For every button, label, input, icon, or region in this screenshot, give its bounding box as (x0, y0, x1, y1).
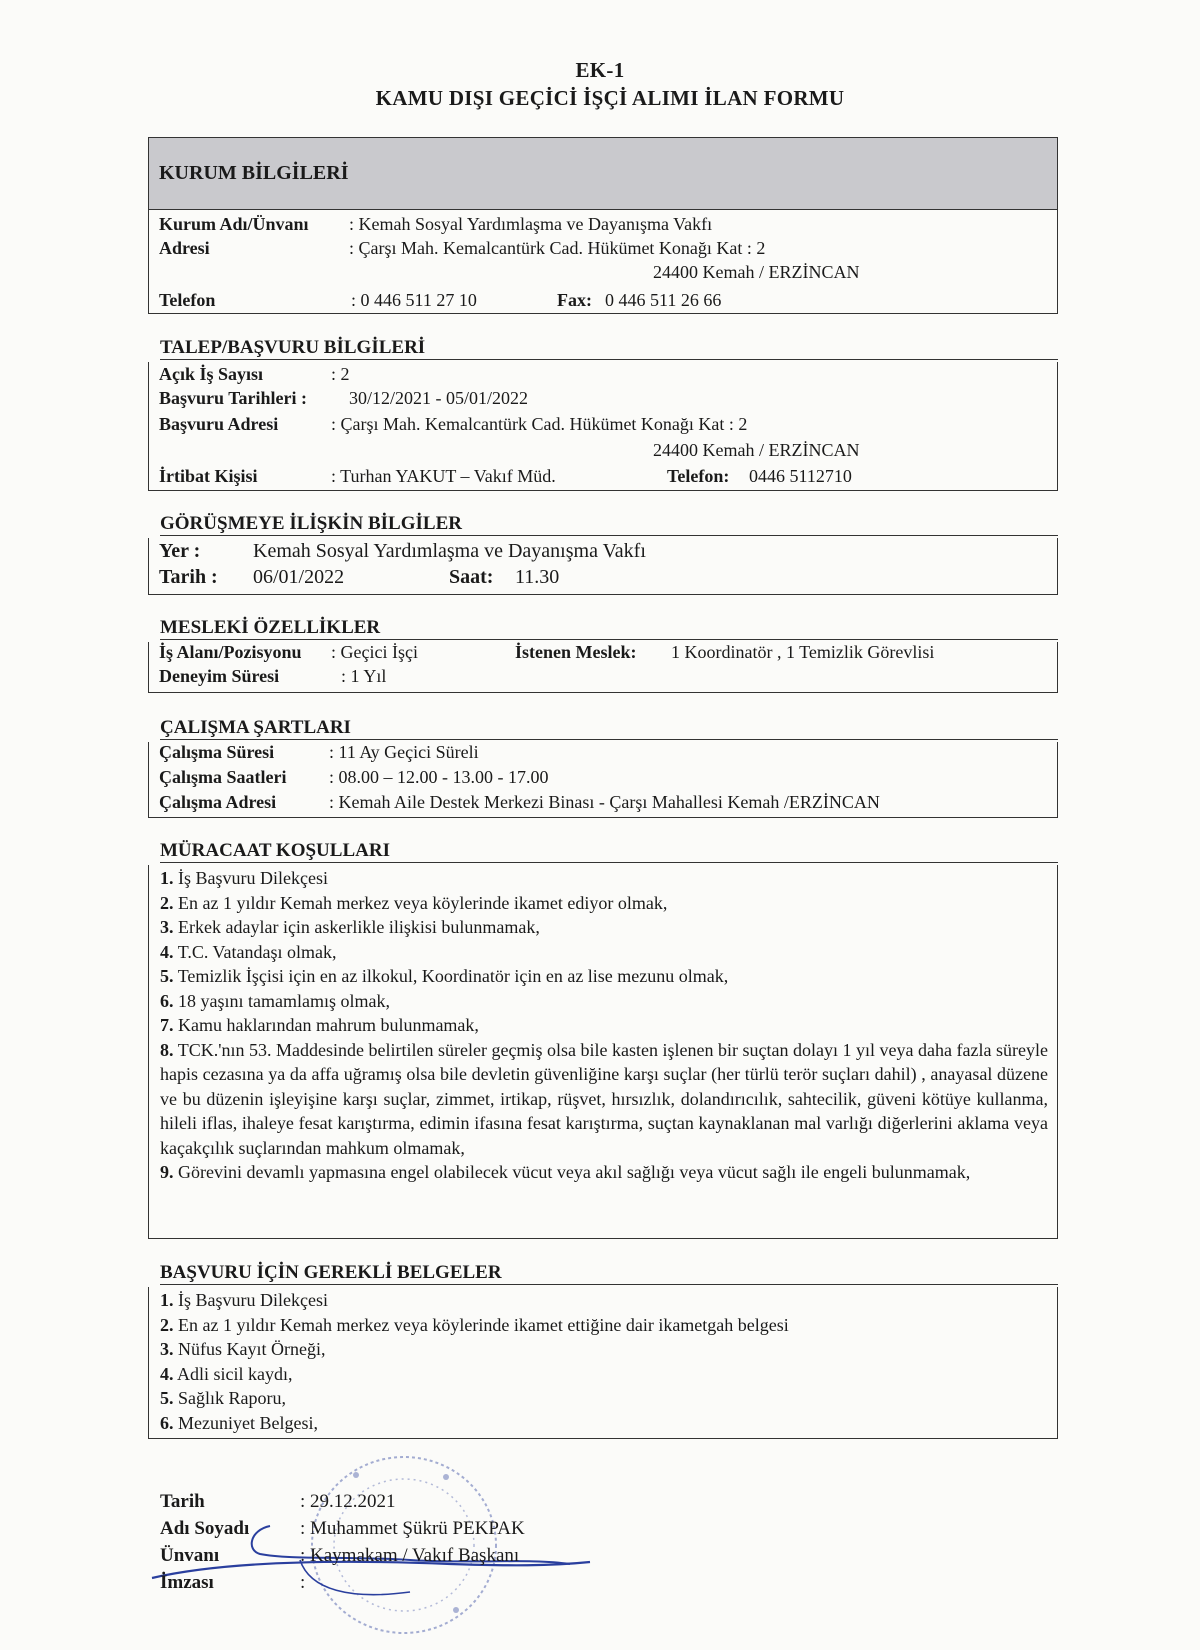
profession-label: İstenen Meslek: (515, 642, 637, 662)
dates-label: Başvuru Tarihleri : (159, 388, 308, 408)
place-value: Kemah Sosyal Yardımlaşma ve Dayanışma Vakfı (253, 540, 646, 562)
muracaat-list (160, 866, 1048, 1185)
gorusme-heading: GÖRÜŞMEYE İLİŞKİN BİLGİLER (160, 513, 462, 534)
kurum-phone-value: : 0 446 511 27 10 (351, 290, 477, 310)
calisma-heading: ÇALIŞMA ŞARTLARI (160, 717, 351, 738)
kurum-phone-label: Telefon (159, 290, 216, 310)
kurum-address-line1: : Çarşı Mah. Kemalcantürk Cad. Hükümet Konağı Kat : 2 (349, 238, 766, 258)
profession-value: 1 Koordinatör , 1 Temizlik Görevlisi (671, 642, 935, 662)
place-label: Yer : (159, 540, 201, 562)
time-value: 11.30 (515, 566, 560, 588)
list-item: 3. Erkek adaylar için askerlikle ilişkisi bulunmamak, (160, 917, 540, 937)
list-item: 5. Sağlık Raporu, (160, 1388, 286, 1408)
form-title: KAMU DIŞI GEÇİCİ İŞÇİ ALIMI İLAN FORMU (375, 86, 845, 110)
footer-date-label: Tarih (160, 1491, 205, 1512)
kurum-address-label: Adresi (159, 238, 210, 258)
list-item: 5. Temizlik İşçisi için en az ilkokul, Koordinatör için en az lise mezunu olmak, (160, 966, 729, 986)
basvuru-addr-line2: 24400 Kemah / ERZİNCAN (653, 440, 860, 460)
talep-heading: TALEP/BAŞVURU BİLGİLERİ (160, 337, 426, 358)
duration-value: : 11 Ay Geçici Süreli (329, 742, 479, 762)
kurum-name-label: Kurum Adı/Ünvanı (159, 214, 309, 234)
gorusme-box (148, 538, 1058, 595)
gorusme-heading-wrap (160, 513, 1058, 536)
calisma-heading-wrap (160, 717, 1058, 740)
footer-name-value: : Muhammet Şükrü PEKPAK (300, 1518, 525, 1539)
list-item: 9. Görevini devamlı yapmasına engel olabilecek vücut veya akıl sağlığı veya vücut sağlı ile engeli bulunmamak, (160, 1162, 971, 1182)
list-item: 1. İş Başvuru Dilekçesi (160, 868, 328, 888)
list-item: 6. 18 yaşını tamamlamış olmak, (160, 990, 390, 1011)
muracaat-heading-wrap (160, 840, 1058, 863)
belgeler-heading: BAŞVURU İÇİN GEREKLİ BELGELER (160, 1262, 502, 1283)
kurum-header-bar (148, 137, 1058, 209)
time-label: Saat: (449, 566, 494, 588)
list-item: 1. İş Başvuru Dilekçesi (160, 1290, 328, 1310)
position-label: İş Alanı/Pozisyonu (159, 642, 302, 662)
list-item: 3. Nüfus Kayıt Örneği, (160, 1339, 326, 1359)
kurum-name-value: : Kemah Sosyal Yardımlaşma ve Dayanışma Vakfı (349, 214, 713, 234)
work-address-label: Çalışma Adresi (159, 792, 277, 812)
footer-title-label: Ünvanı (160, 1545, 220, 1566)
basvuru-addr-label: Başvuru Adresi (159, 414, 279, 434)
contact-phone-label: Telefon: (667, 466, 730, 486)
basvuru-addr-line1: : Çarşı Mah. Kemalcantürk Cad. Hükümet Konağı Kat : 2 (331, 414, 748, 434)
kurum-fax-label: Fax: (557, 290, 592, 310)
kurum-heading: KURUM BİLGİLERİ (159, 162, 349, 184)
talep-box (148, 362, 1058, 491)
footer-name-label: Adı Soyadı (160, 1518, 250, 1539)
list-item: 7. Kamu haklarından mahrum bulunmamak, (160, 1015, 479, 1035)
footer-date-value: : 29.12.2021 (300, 1491, 396, 1512)
duration-label: Çalışma Süresi (159, 742, 275, 762)
list-item: 8. TCK.'nın 53. Maddesinde belirtilen süreler geçmiş olsa bile kasten işlenen bir suçtan dolayı 1 yıl veya daha fazla süreyle hapis cezasına ya da affa uğramış olsa bile devletin güvenliğine karşı suçlar (her türlü terör suçları dahil) , anayasal düzene ve bu düzenin işleyişine karşı suçlar, zimmet, irtikap, rüşvet, hırsızlık, dolandırıcılık, sahtecilik, güveni kötüye kullanma, hileli iflas, ihaleye fesat karıştırma, edimin ifasına fesat karıştırma, suçtan kaynaklanan mal varlığı diğerlerini aklama veya kaçakçılık suçlarından mahkum olmamak, (160, 1039, 1048, 1158)
kurum-box (148, 209, 1058, 314)
contact-phone-value: 0446 5112710 (749, 466, 852, 486)
kurum-address-line2: 24400 Kemah / ERZİNCAN (653, 262, 860, 282)
position-value: : Geçici İşçi (331, 642, 418, 662)
contact-value: : Turhan YAKUT – Vakıf Müd. (331, 466, 556, 486)
meslek-box (148, 642, 1058, 693)
talep-heading-wrap (160, 337, 1058, 360)
form-code: EK-1 (575, 58, 625, 82)
list-item: 2. En az 1 yıldır Kemah merkez veya köylerinde ikamet ettiğine dair ikametgah belgesi (160, 1314, 789, 1335)
date-value: 06/01/2022 (253, 566, 345, 588)
muracaat-heading: MÜRACAAT KOŞULLARI (160, 840, 390, 861)
date-label: Tarih : (159, 566, 218, 588)
open-jobs-value: : 2 (331, 364, 350, 384)
list-item: 4. T.C. Vatandaşı olmak, (160, 941, 337, 962)
list-item: 2. En az 1 yıldır Kemah merkez veya köylerinde ikamet ediyor olmak, (160, 892, 668, 913)
belgeler-list (160, 1288, 1048, 1435)
open-jobs-label: Açık İş Sayısı (159, 364, 264, 384)
hours-label: Çalışma Saatleri (159, 767, 287, 787)
experience-label: Deneyim Süresi (159, 666, 280, 686)
footer-title-value: : Kaymakam / Vakıf Başkanı (300, 1545, 520, 1566)
contact-label: İrtibat Kişisi (159, 466, 258, 486)
hours-value: : 08.00 – 12.00 - 13.00 - 17.00 (329, 767, 549, 787)
calisma-box (148, 742, 1058, 818)
work-address-value: : Kemah Aile Destek Merkezi Binası - Çarşı Mahallesi Kemah /ERZİNCAN (329, 792, 880, 812)
footer-sign-value: : (300, 1572, 306, 1593)
belgeler-heading-wrap (160, 1262, 1058, 1285)
meslek-heading-wrap (160, 617, 1058, 640)
list-item: 4. Adli sicil kaydı, (160, 1363, 293, 1384)
footer-sign-label: İmzası (160, 1572, 214, 1593)
list-item: 6. Mezuniyet Belgesi, (160, 1412, 318, 1433)
dates-value: 30/12/2021 - 05/01/2022 (349, 388, 528, 408)
kurum-fax-value: 0 446 511 26 66 (605, 290, 722, 310)
experience-value: : 1 Yıl (341, 666, 387, 686)
meslek-heading: MESLEKİ ÖZELLİKLER (160, 617, 381, 638)
